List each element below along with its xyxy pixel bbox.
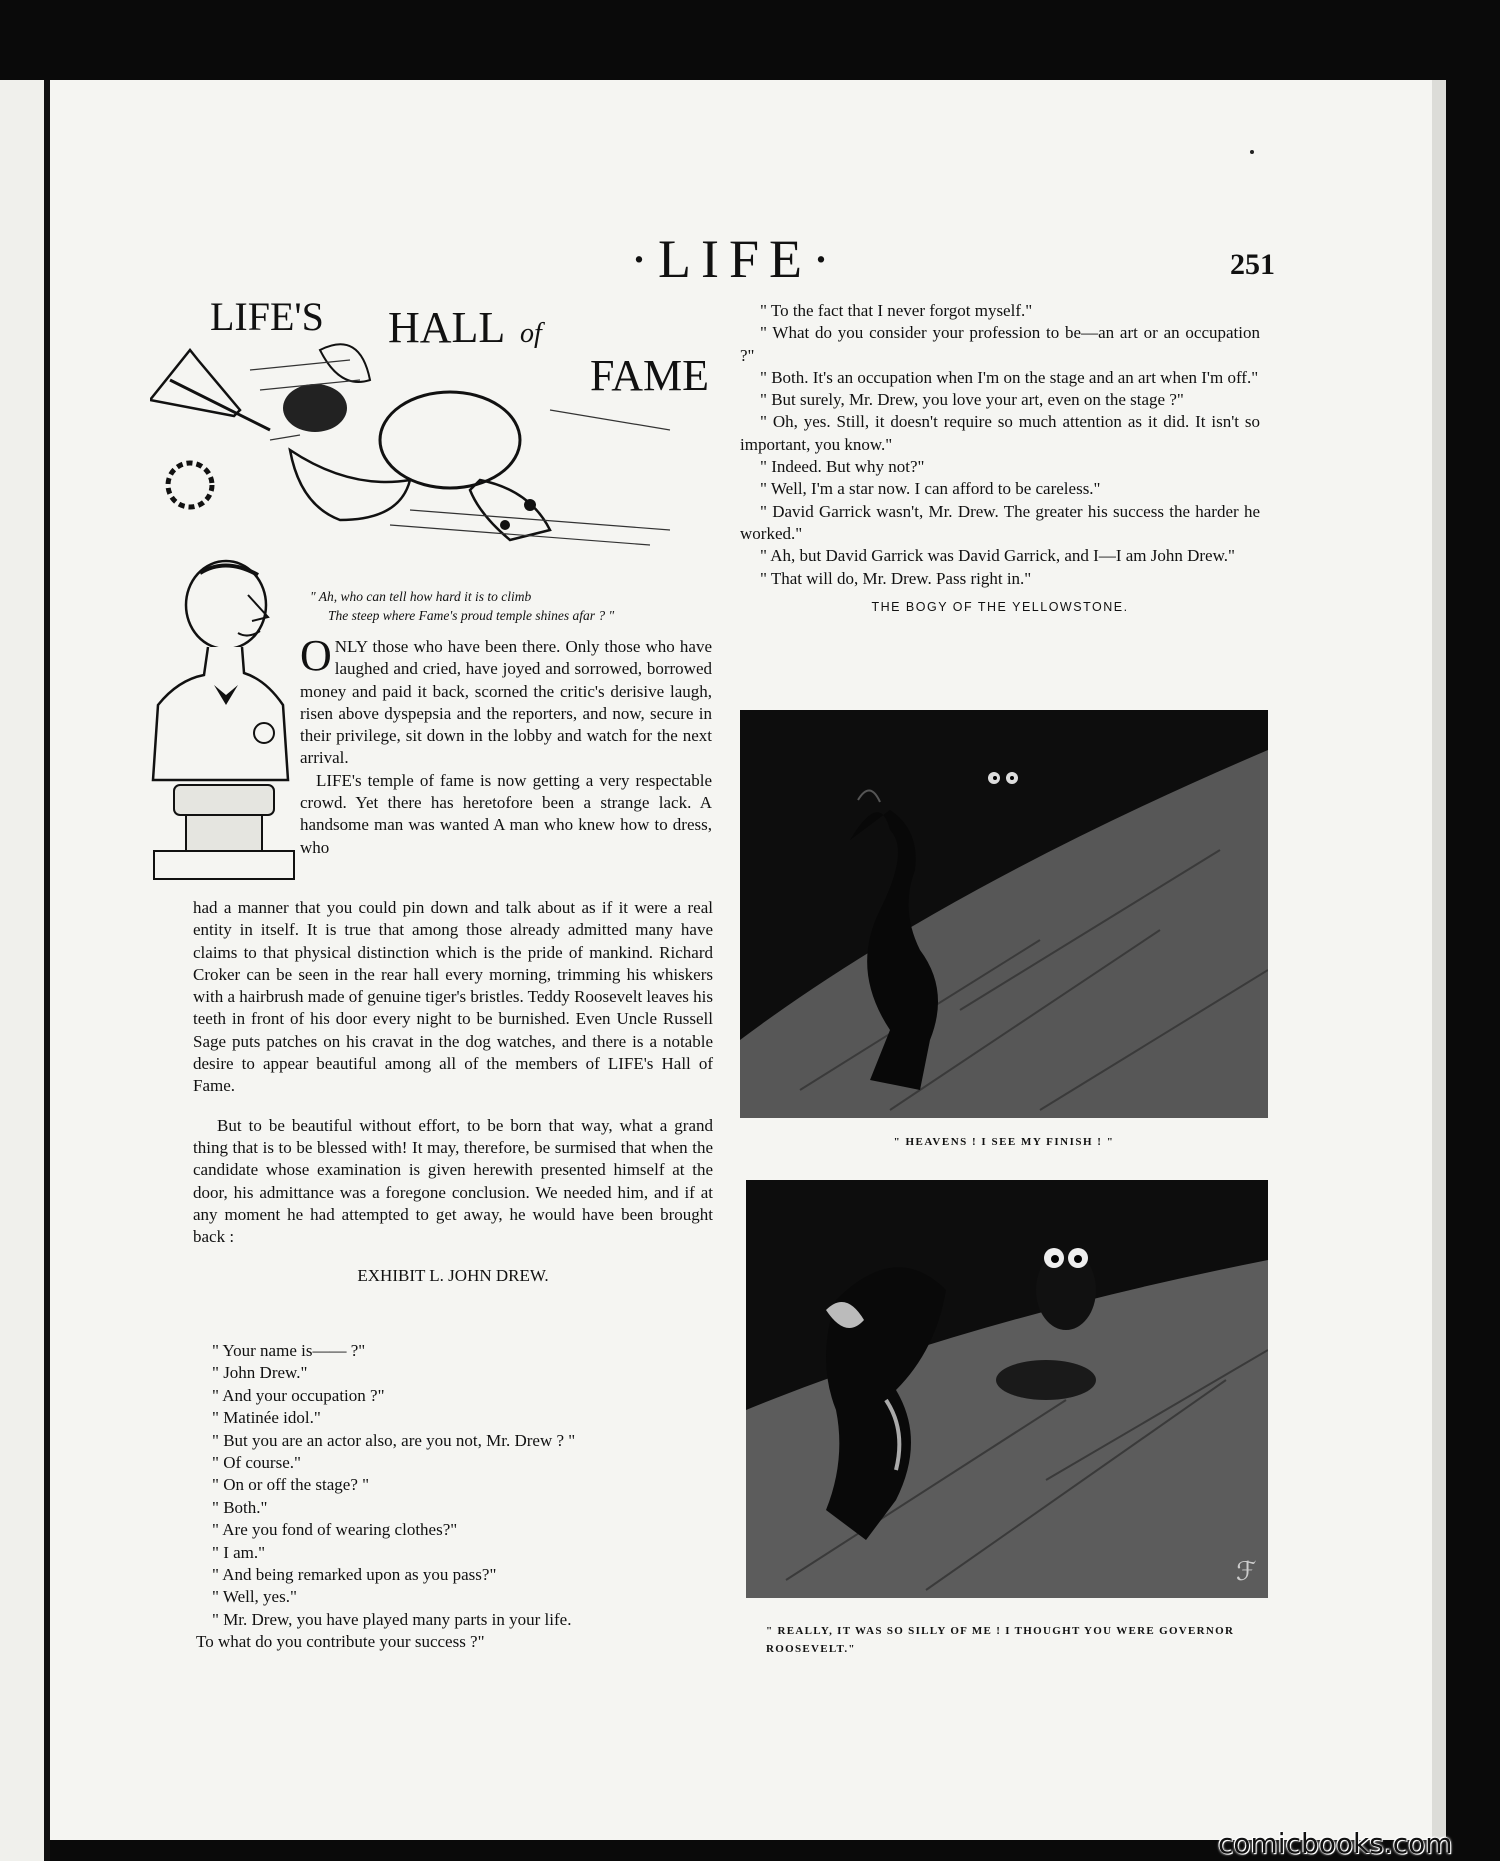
dialogue-line: " But you are an actor also, are you not, Mr. Drew ? "	[212, 1430, 576, 1450]
dialogue-line: " Your name is—— ?"	[212, 1341, 366, 1360]
laurel-wreath-icon	[168, 463, 212, 507]
exhibit-heading: EXHIBIT L. JOHN DREW.	[357, 1266, 549, 1286]
paragraph-2-continued: had a manner that you could pin down and talk about as if it were a real entity in itself. It is true that among those already admitted many have claims to that physical distinction which is the pride of mankind. Richard Croker can be seen in the rear hall every morning, trimming his whiskers with a hairbrush made of genuine tiger's bristles. Teddy Roosevelt leaves his teeth in front of his door every night to be burnished. Even Uncle Russell Sage puts patches on his cravat in the dog watches, and there is a notable desire to appear beautiful among all of the members of LIFE's Hall of Fame.	[193, 898, 713, 1096]
trumpet-icon	[150, 350, 270, 430]
paragraph-3: But to be beautiful without effort, to be born that way, what a grand thing that is to be blessed with! It may, therefore, be surmised that when the candidate whose examination is given herewith presented himself at the door, his admittance was a foregone conclusion. We needed him, and if at any moment he had attempted to get away, he would have been brought back :	[193, 1115, 713, 1247]
site-watermark: comicbooks.com	[1218, 1827, 1453, 1860]
paragraph-2-start: LIFE's temple of fame is now getting a very respectable crowd. Yet there has heretofore been a strange lack. A handsome man was wanted A man who knew how to dress, who	[300, 770, 712, 857]
dialogue-line: " On or off the stage? "	[212, 1475, 370, 1495]
epigraph	[310, 587, 614, 625]
epigraph-line-1: " Ah, who can tell how hard it is to climb	[310, 589, 532, 604]
dialogue-line: " David Garrick wasn't, Mr. Drew. The greater his success the harder he worked."	[740, 501, 1260, 543]
page-edge-shadow	[1432, 80, 1446, 1840]
dialogue-line: " Well, I'm a star now. I can afford to be careless."	[760, 479, 1101, 499]
dialogue-line: " Of course."	[212, 1453, 301, 1473]
dialogue-left-column	[196, 1340, 712, 1654]
dialogue-line: " That will do, Mr. Drew. Pass right in."	[760, 568, 1032, 588]
dialogue-line: " Both."	[212, 1497, 268, 1517]
opening-paragraph	[300, 631, 712, 859]
dialogue-line: " And your occupation ?"	[212, 1385, 385, 1405]
drop-cap: O	[300, 631, 332, 680]
cartoon-title: THE BOGY OF THE YELLOWSTONE.	[871, 599, 1129, 614]
john-drew-bust-illustration	[148, 555, 298, 880]
cartoon-panel-2	[746, 1180, 1268, 1598]
dialogue-line: " Matinée idol."	[212, 1408, 321, 1428]
dialogue-line: " To the fact that I never forgot myself."	[760, 301, 1033, 320]
title-lifes: LIFE'S	[210, 294, 324, 339]
epigraph-line-2: The steep where Fame's proud temple shines afar ? "	[328, 608, 615, 623]
opening-text: NLY those who have been there. Only those who have laughed and cried, have joyed and sorrowed, borrowed money and paid it back, scorned the critic's derisive laugh, risen above dyspepsia and the reporters, and now, secure in their privilege, sit down in the lobby and watch for the next arrival.	[300, 637, 712, 768]
body-text	[193, 880, 713, 1296]
masthead-life: ·LIFE·	[630, 229, 840, 289]
dialogue-line: " Well, yes."	[212, 1587, 297, 1607]
dialogue-line: " John Drew."	[212, 1363, 308, 1383]
speck	[1250, 150, 1254, 154]
dialogue-line: " Indeed. But why not?"	[760, 457, 925, 477]
title-of: of	[520, 318, 542, 349]
dialogue-line: " I am."	[212, 1542, 266, 1562]
title-hall: HALL	[388, 303, 506, 352]
caption-panel-1: " HEAVENS ! I SEE MY FINISH ! "	[893, 1136, 1115, 1148]
dialogue-line: " Ah, but David Garrick was David Garrick, and I—I am John Drew."	[760, 546, 1235, 566]
page-number: 251	[1230, 248, 1275, 281]
caption-panel-2: " REALLY, IT WAS SO SILLY OF ME ! I THOUGHT YOU WERE GOVERNOR ROOSEVELT."	[766, 1625, 1235, 1655]
facing-page-edge	[0, 80, 44, 1861]
title-fame: FAME	[590, 351, 709, 400]
dialogue-line: " And being remarked upon as you pass?"	[212, 1565, 497, 1585]
dialogue-line: " What do you consider your profession to be—an art or an occupation ?"	[740, 323, 1260, 365]
dialogue-line: " Oh, yes. Still, it doesn't require so much attention as it did. It isn't so important, you know."	[740, 412, 1260, 454]
dialogue-line: " Mr. Drew, you have played many parts in your life.	[212, 1609, 572, 1629]
dialogue-right-column	[740, 300, 1260, 618]
dialogue-line: " But surely, Mr. Drew, you love your art, even on the stage ?"	[760, 390, 1184, 410]
dialogue-line: " Both. It's an occupation when I'm on the stage and an art when I'm off."	[760, 367, 1259, 387]
dialogue-line: To what do you contribute your success ?"	[196, 1632, 485, 1652]
dialogue-line: " Are you fond of wearing clothes?"	[212, 1520, 458, 1540]
cartoon-panel-1	[740, 710, 1268, 1118]
hall-of-fame-illustration	[150, 290, 710, 560]
artist-monogram-icon: ℱ	[1236, 1557, 1257, 1586]
